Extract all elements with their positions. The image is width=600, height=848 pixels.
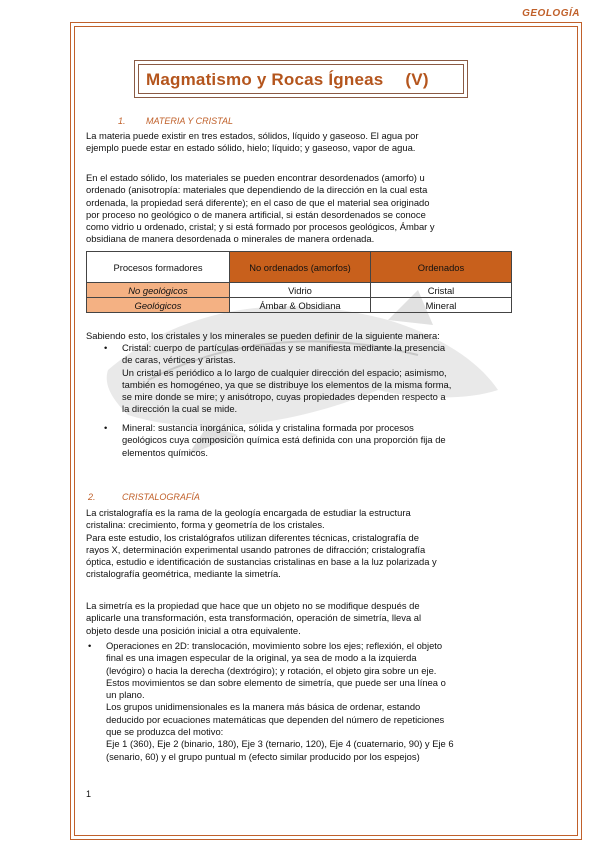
text-line: Para este estudio, los cristalógrafos utilizan diferentes técnicas, cristalografía de xyxy=(86,531,419,543)
section-heading-2 xyxy=(88,492,200,502)
text-line: como vidrio u ordenado, cristal; y si está formado por procesos geológicos, Ámbar y xyxy=(86,221,435,233)
section-heading-1 xyxy=(118,116,233,126)
table-cell: Cristal xyxy=(371,283,512,298)
text-line: cristalografía geométrica, mediante la simetría. xyxy=(86,568,281,580)
table-header-row xyxy=(87,252,512,283)
text-line: En el estado sólido, los materiales se pueden encontrar desordenados (amorfo) u xyxy=(86,172,425,183)
text-line: elementos químicos. xyxy=(122,446,208,458)
text-line: ordenado (anisotropía: materiales que dependiendo de la dirección en la cual esta xyxy=(86,184,428,196)
table-header-cell: Procesos formadores xyxy=(87,252,230,283)
text-line: Un cristal es periódico a lo largo de cualquier dirección del espacio; asimismo, xyxy=(122,366,447,378)
text-line: La cristalografía es la rama de la geología encargada de estudiar la estructura xyxy=(86,507,411,518)
page-title xyxy=(146,70,429,90)
text-line: rayos X, determinación experimental usando patrones de difracción; cristalografía xyxy=(86,543,426,555)
table-row xyxy=(87,298,512,313)
text-line: se mire donde se mire; y anisótropo, cuyas propiedades dependen respecto a xyxy=(122,391,446,403)
page-number: 1 xyxy=(86,789,92,799)
paragraph-crystallography xyxy=(86,507,518,581)
paragraph-definitions-intro xyxy=(86,330,518,342)
text-line: también es homogéneo, ya que se distribuye los elementos de la misma forma, xyxy=(122,378,452,390)
text-line: Cristal: cuerpo de partículas ordenadas y se manifiesta mediante la presencia xyxy=(122,342,446,353)
section-title: MATERIA Y CRISTAL xyxy=(146,116,234,126)
paragraph-states-of-matter xyxy=(86,130,518,155)
text-line: Estos movimientos se dan sobre elemento de simetría, que puede ser una línea o xyxy=(106,676,446,688)
text-line: (levógiro) o hacia la derecha (dextrógiro); y rotación, el objeto gira sobre un eje. xyxy=(106,664,437,676)
bullet-icon: • xyxy=(88,640,92,651)
text-line: deducido por ecuaciones matemáticas que dependen del número de repeticiones xyxy=(106,713,445,725)
table-header-cell: Ordenados xyxy=(371,252,512,283)
table-cell: Vidrio xyxy=(230,283,371,298)
text-line: obsidiana de manera desordenada o minerales de manera ordenada. xyxy=(86,233,375,245)
text-line: de caras, vértices y aristas. xyxy=(122,354,236,366)
paragraph-symmetry xyxy=(86,600,518,637)
table-row-label: No geológicos xyxy=(87,283,230,298)
section-title: CRISTALOGRAFÍA xyxy=(122,492,200,502)
text-line: La materia puede existir en tres estados, sólidos, líquido y gaseoso. El agua por xyxy=(86,130,419,141)
paragraph-solid-state xyxy=(86,172,518,246)
table-cell: Mineral xyxy=(371,298,512,313)
text-line: ejemplo puede estar en estado sólido, hielo; líquido; y gaseoso, vapor de agua. xyxy=(86,142,416,154)
text-line: óptica, estudio e identificación de sustancias cristalinas en base a la luz polarizada y xyxy=(86,556,437,568)
text-line: ordenada, la propiedad será diferente); en el caso de que el material sea originado xyxy=(86,196,430,208)
section-number: 2. xyxy=(88,492,96,502)
formation-process-table xyxy=(86,251,512,313)
section-number: 1. xyxy=(118,116,126,126)
text-line: Eje 1 (360), Eje 2 (binario, 180), Eje 3 (ternario, 120), Eje 4 (cuaternario, 90) y Eje 6 xyxy=(106,738,454,750)
bullet-icon: • xyxy=(104,342,108,353)
text-line: Operaciones en 2D: translocación, movimiento sobre los ejes; reflexión, el objeto xyxy=(106,640,443,651)
table-header-cell: No ordenados (amorfos) xyxy=(230,252,371,283)
text-line: por proceso no geológico o de manera artificial, si están desordenados se conoce xyxy=(86,208,426,220)
title-suffix: (V) xyxy=(405,70,429,89)
table-row xyxy=(87,283,512,298)
title-text: Magmatismo y Rocas Ígneas xyxy=(146,70,384,89)
text-line: la dirección la cual se mide. xyxy=(122,403,238,415)
text-line: un plano. xyxy=(106,689,145,701)
text-line: que se produzca del motivo: xyxy=(106,726,224,738)
text-line: Los grupos unidimensionales es la manera más básica de ordenar, estando xyxy=(106,701,421,713)
text-line: cristalina: crecimiento, forma y geometría de los cristales. xyxy=(86,519,325,531)
text-line: Mineral: sustancia inorgánica, sólida y cristalina formada por procesos xyxy=(122,422,414,433)
text-line: geológicos cuya composición química está definida con una proporción fija de xyxy=(122,434,446,446)
text-line: objeto desde una posición inicial a otra equivalente. xyxy=(86,624,301,636)
text-line: La simetría es la propiedad que hace que un objeto no se modifique después de xyxy=(86,600,420,611)
table-row-label: Geológicos xyxy=(87,298,230,313)
text-line: final es una imagen especular de la original, ya sea de modo a la izquierda xyxy=(106,652,417,664)
text-line: Sabiendo esto, los cristales y los minerales se pueden definir de la siguiente manera: xyxy=(86,330,440,341)
text-line: aplicarle una transformación, esta transformación, operación de simetría, lleva al xyxy=(86,612,422,624)
running-header: GEOLOGÍA xyxy=(522,8,580,19)
bullet-icon: • xyxy=(104,422,108,433)
text-line: (senario, 60) y el grupo puntual m (efecto similar producido por los espejos) xyxy=(106,750,420,762)
table-cell: Ámbar & Obsidiana xyxy=(230,298,371,313)
